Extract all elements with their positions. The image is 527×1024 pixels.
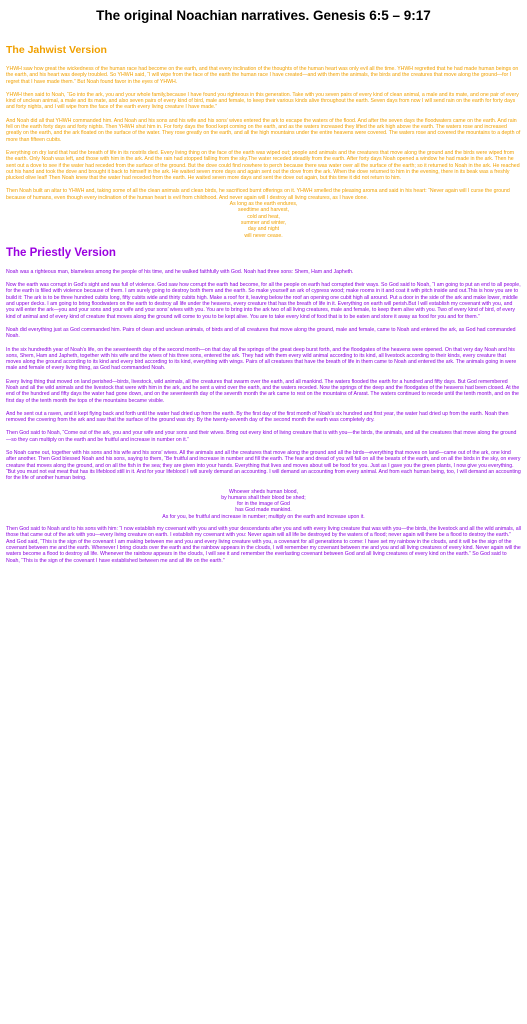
priestly-paragraph: Then God said to Noah, “Come out of the ark, you and your wife and your sons and their wives. Bring out every kind of living creature that is with you—the birds, the animals, and all the creatures that move along the ground—so they can multiply on the earth and be fruitful and increase in number on it.” bbox=[6, 430, 517, 443]
priestly-poem bbox=[6, 489, 521, 520]
jahwist-poem bbox=[6, 201, 521, 239]
priestly-paragraph: So Noah came out, together with his sons and his wife and his sons’ wives. All the animals and all the creatures that move along the ground and all the birds—everything that moves on land—came out of the ark, one kind after another. Then God blessed Noah and his sons, saying to them, “Be fruitful and increase in number and fill the earth. The fear and dread of you will fall on all the beasts of the earth, and on all the birds in the sky, on every creature that moves along the ground, and on all the fish in the sea; they are given into your hands. Everything that lives and moves about will be food for you. Just as I gave you the green plants, I now give you everything. “But you must not eat meat that has its lifeblood still in it. And for your lifeblood I will surely demand an accounting. I will demand an accounting from every animal. And from each human being, too, I will demand an accounting for the life of another human being. bbox=[6, 450, 521, 482]
priestly-paragraph: In the six hundredth year of Noah’s life, on the seventeenth day of the second month—on that day all the springs of the great deep burst forth, and the floodgates of the heavens were opened. On that very day Noah and his sons, Shem, Ham and Japheth, together with his wife and the wives of his three sons, entered the ark. They had with them every wild animal according to its kind, all livestock according to their kinds, every creature that moves along the ground according to its kind and every bird according to its kind, everything with wings. Pairs of all creatures that have the breath of life in them came to Noah and entered the ark. The animals going in were male and female of every living thing, as God had commanded Noah. bbox=[6, 346, 517, 372]
poem-line: cold and heat, bbox=[247, 213, 280, 220]
poem-line: by humans shall their blood be shed; bbox=[221, 494, 306, 501]
jahwist-paragraph: Then Noah built an altar to YHWH and, taking some of all the clean animals and clean birds, he sacrificed burnt offerings on it. YHWH smelled the pleasing aroma and said in his heart: “Never again will I curse the ground because of humans, even though every inclination of the human heart is evil from childhood. And never again will I destroy all living creatures, as I have done. bbox=[6, 188, 510, 201]
poem-line: for in the image of God bbox=[237, 501, 290, 508]
poem-line: summer and winter, bbox=[240, 219, 287, 226]
poem-line: As long as the earth endures, bbox=[229, 201, 298, 208]
jahwist-paragraph: YHWH saw how great the wickedness of the human race had become on the earth, and that every inclination of the thoughts of the human heart was only evil all the time. YHWH regretted that he had made human beings on the earth, and his heart was deeply troubled. So YHWH said, “I will wipe from the face of the earth the human race I have created—and with them the animals, the birds and the creatures that move along the ground—for I regret that I have made them.” But Noah found favor in the eyes of YHWH. bbox=[6, 66, 519, 85]
priestly-paragraph: Noah was a righteous man, blameless among the people of his time, and he walked faithfully with God. Noah had three sons: Shem, Ham and Japheth. bbox=[6, 268, 354, 275]
priestly-paragraph: Every living thing that moved on land perished—birds, livestock, wild animals, all the creatures that swarm over the earth, and all mankind. The waters flooded the earth for a hundred and fifty days. But God remembered Noah and all the wild animals and the livestock that were with him in the ark, and he sent a wind over the earth, and the waters receded. Now the springs of the deep and the floodgates of the heavens had been closed. At the end of the hundred and fifty days the water had gone down, and on the seventeenth day of the seventh month the ark came to rest on the mountains of Ararat. The waters continued to recede until the tenth month, and on the first day of the tenth month the tops of the mountains became visible. bbox=[6, 378, 520, 404]
priestly-closing bbox=[6, 526, 521, 564]
jahwist-paragraph: And Noah did all that YHWH commanded him. And Noah and his sons and his wife and his sons’ wives entered the ark to escape the waters of the flood. And after the seven days the floodwaters came on the earth. And rain fell on the earth forty days and forty nights. Then YHWH shut him in. For forty days the flood kept coming on the earth, and as the waters increased they lifted the ark high above the earth. The waters rose and increased greatly on the earth, and the ark floated on the surface of the water. They rose greatly on the earth, and all the high mountains under the entire heavens were covered. The waters rose and covered the mountains to a depth of more than fifteen cubits. bbox=[6, 117, 521, 143]
poem-line: As for you, be fruitful and increase in number; multiply on the earth and increase upon it. bbox=[162, 513, 365, 520]
jahwist-heading: The Jahwist Version bbox=[6, 44, 107, 56]
priestly-paragraph: Noah did everything just as God commanded him. Pairs of clean and unclean animals, of birds and of all creatures that move along the ground, male and female, came to Noah and entered the ark, as God had commanded Noah. bbox=[6, 326, 516, 340]
priestly-paragraph: And he sent out a raven, and it kept flying back and forth until the water had dried up from the earth. By the first day of the first month of Noah’s six hundred and first year, the water had dried up from the earth. Noah then removed the covering from the ark and saw that the surface of the ground was dry. By the twenty-seventh day of the second month the earth was completely dry. bbox=[6, 410, 509, 424]
priestly-section bbox=[6, 247, 521, 564]
priestly-body bbox=[6, 269, 521, 482]
poem-line: Whoever sheds human blood, bbox=[229, 488, 298, 495]
poem-line: seedtime and harvest, bbox=[237, 207, 290, 214]
poem-line: day and night bbox=[247, 226, 280, 233]
poem-line: has God made mankind. bbox=[235, 507, 292, 514]
priestly-heading: The Priestly Version bbox=[6, 246, 116, 259]
page-title: The original Noachian narratives. Genesis 6:5 – 9:17 bbox=[96, 8, 431, 23]
priestly-paragraph: Then God said to Noah and to his sons with him: “I now establish my covenant with you and with your descendants after you and with every living creature that was with you—the birds, the livestock and all the wild animals, all those that came out of the ark with you—every living creature on earth. I establish my covenant with you: Never again will all life be destroyed by the waters of a flood; never again will there be a flood to destroy the earth.” And God said, “This is the sign of the covenant I am making between me and you and every living creature with you, a covenant for all generations to come: I have set my rainbow in the clouds, and it will be the sign of the covenant between me and the earth. Whenever I bring clouds over the earth and the rainbow appears in the clouds, I will remember my covenant between me and you and all living creatures of every kind. Never again will the waters become a flood to destroy all life. Whenever the rainbow appears in the clouds, I will see it and remember the everlasting covenant between God and all living creatures of every kind on the earth.” So God said to Noah, “This is the sign of the covenant I have established between me and all life on the earth.” bbox=[6, 526, 521, 564]
poem-line: will never cease. bbox=[244, 232, 283, 239]
jahwist-paragraph: YHWH then said to Noah, “Go into the ark, you and your whole family,because I have found you righteous in this generation. Take with you seven pairs of every kind of clean animal, a male and its mate, and one pair of every kind of unclean animal, a male and its mate, and also seven pairs of every kind of bird, male and female, to keep their various kinds alive throughout the earth. Seven days from now I will send rain on the earth for forty days and forty nights, and I will wipe from the face of the earth every living creature I have made.” bbox=[6, 91, 519, 111]
jahwist-paragraph: Everything on dry land that had the breath of life in its nostrils died. Every living thing on the face of the earth was wiped out; people and animals and the creatures that move along the ground and the birds were wiped from the earth. Only Noah was left, and those with him in the ark. And the rain had stopped falling from the sky.The water receded steadily from the earth. After forty days Noah opened a window he had made in the ark. Then he sent out a dove to see if the water had receded from the surface of the ground. But the dove could find nowhere to perch because there was water over all the surface of the earth; so it returned to Noah in the ark. He reached out his hand and took the dove and brought it back to himself in the ark. He waited seven more days and again sent out the dove from the ark. When the dove returned to him in the evening, there in its beak was a freshly plucked olive leaf! Then Noah knew that the water had receded from the earth. He waited seven more days and sent the dove out again, but this time it did not return to him. bbox=[6, 149, 520, 182]
priestly-paragraph: Now the earth was corrupt in God’s sight and was full of violence. God saw how corrupt the earth had become, for all the people on earth had corrupted their ways. So God said to Noah, “I am going to put an end to all people, for the earth is filled with violence because of them. I am surely going to destroy both them and the earth. So make yourself an ark of cypress wood; make rooms in it and coat it with pitch inside and out.This is how you are to build it: The ark is to be three hundred cubits long, fifty cubits wide and thirty cubits high. Make a roof for it, leaving below the roof an opening one cubit high all around. Put a door in the side of the ark and make lower, middle and upper decks. I am going to bring floodwaters on the earth to destroy all life under the heavens, every creature that has the breath of life in it. Everything on earth will perish.But I will establish my covenant with you, and you will enter the ark—you and your sons and your wife and your sons’ wives with you. You are to bring into the ark two of all living creatures, male and female, to keep them alive with you. Two of every kind of bird, of every kind of animal and of every kind of creature that moves along the ground will come to you to be kept alive. You are to take every kind of food that is to be eaten and store it away as food for you and for them.” bbox=[6, 282, 521, 320]
jahwist-body bbox=[6, 66, 521, 201]
jahwist-section bbox=[6, 44, 521, 239]
